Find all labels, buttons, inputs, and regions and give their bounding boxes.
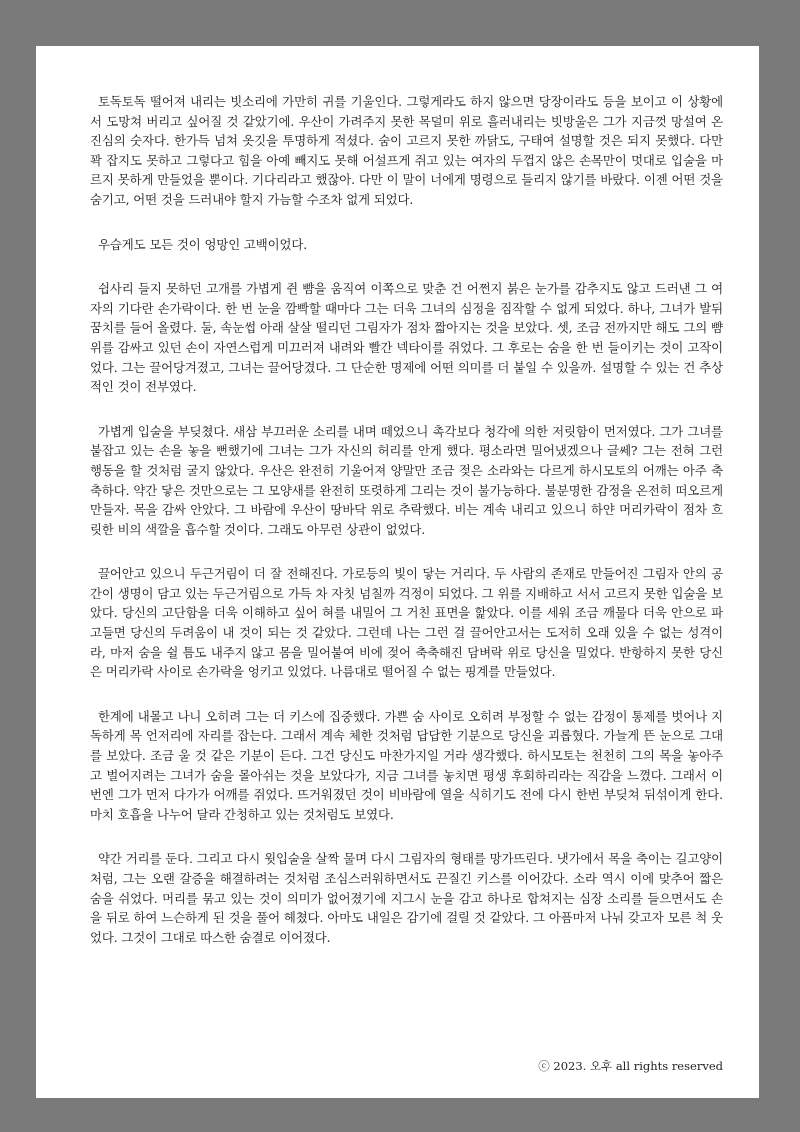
- paragraph: 토독토독 떨어져 내리는 빗소리에 가만히 귀를 기울인다. 그렇게라도 하지 않으면 당장이라도 등을 보이고 이 상황에서 도망쳐 버리고 싶어질 것 같았기에. 우산이 가려주지 못한 목덜미 위로 흘러내리는 빗방울은 그가 지금껏 망설여 온 진심의 숫자다. 한가득 넘쳐 옷깃을 투명하게 적셨다. 숨이 고르지 못한 까닭도, 구태여 설명할 것은 되지 못했다. 다만 꽉 잡지도 못하고 그렇다고 힘을 아예 빼지도 못해 어설프게 쥐고 있는 여자의 두껍지 않은 손목만이 멋대로 입술을 마르지 못하게 만들었을 뿐이다. 기다리라고 했잖아. 다만 이 말이 너에게 명령으로 들리지 않기를 바랐다. 이젠 어떤 것을 숨기고, 어떤 것을 드러내야 할지 가늠할 수조차 없게 되었다.: [90, 94, 723, 207]
- paragraph: 끌어안고 있으니 두근거림이 더 잘 전해진다. 가로등의 빛이 닿는 거리다. 두 사람의 존재로 만들어진 그림자 안의 공간이 생명이 담고 있는 두근거림으로 가득 차 자칫 넘칠까 걱정이 되었다. 그 위를 지배하고 서서 고르지 못한 입술을 보았다. 당신의 고단함을 더욱 이해하고 싶어 혀를 내밀어 그 거친 표면을 핥았다. 이를 세워 조금 깨물다 더욱 안으로 파고들면 당신의 두려움이 내 것이 되는 것 같았다. 그런데 나는 그런 걸 끌어안고서는 도저히 오래 있을 수 없는 성격이라, 마저 숨을 쉴 틈도 내주지 않고 몸을 밀어붙여 비에 젖어 축축해진 담벼락 위로 당신을 밀었다. 반항하지 못한 당신은 머리카락 사이로 손가락을 엉키고 있었다. 나름대로 떨어질 수 없는 핑계를 만들었다.: [90, 566, 723, 680]
- paragraph: 쉽사리 들지 못하던 고개를 가볍게 쥔 뺨을 움직여 이쪽으로 맞춘 건 어쩐지 붉은 눈가를 감추지도 않고 드러낸 그 여자의 기다란 손가락이다. 한 번 눈을 깜빡할 때마다 그는 더욱 그녀의 심정을 짐작할 수 없게 되었다. 하나, 그녀가 발뒤꿈치를 들어 올렸다. 둘, 속눈썹 아래 살살 떨리던 그림자가 점차 짧아지는 것을 보았다. 셋, 조금 전까지만 해도 그의 뺨 위를 감싸고 있던 손이 자연스럽게 미끄러져 내려와 빨간 넥타이를 쥐었다. 그 후로는 숨을 한 번 들이키는 것이 고작이었다. 그는 끌어당겨졌고, 그녀는 끌어당겼다. 그 단순한 명제에 어떤 의미를 더 붙일 수 있을까. 설명할 수 있는 건 추상적인 것이 전부였다.: [90, 281, 723, 395]
- document-page: [36, 46, 759, 1098]
- paragraph: 우습게도 모든 것이 엉망인 고백이었다.: [98, 236, 308, 252]
- paragraph: 한계에 내몰고 나니 오히려 그는 더 키스에 집중했다. 가쁜 숨 사이로 오히려 부정할 수 없는 감정이 통제를 벗어나 지독하게 목 언저리에 자리를 잡는다. 그래서 계속 체한 것처럼 답답한 기분으로 당신을 괴롭혔다. 가늘게 뜬 눈으로 그대를 보았다. 조금 울 것 같은 기분이 든다. 그건 당신도 마찬가지일 거라 생각했다. 하시모토는 천천히 그의 목을 놓아주고 벌어지려는 그녀가 숨을 몰아쉬는 것을 보았다가, 지금 그녀를 놓치면 평생 후회하리라는 직감을 느꼈다. 그래서 이번엔 그가 먼저 다가가 어깨를 쥐었다. 뜨거워졌던 것이 비바람에 열을 식히기도 전에 다시 한번 부딪쳐 뒤섞이게 한다. 마치 호흡을 나누어 달라 간청하고 있는 것처럼도 보였다.: [90, 708, 723, 822]
- copyright-footer: ⓒ 2023. 오후 all rights reserved: [538, 1059, 723, 1073]
- paragraph: 가볍게 입술을 부딪쳤다. 새삼 부끄러운 소리를 내며 떼었으니 촉각보다 청각에 의한 저릿함이 먼저였다. 그가 그녀를 붙잡고 있는 손을 놓을 뻔했기에 그녀는 그가 자신의 허리를 안게 했다. 평소라면 밀어냈겠으나 글쎄? 그는 전혀 그런 행동을 할 것처럼 굴지 않았다. 우산은 완전히 기울어져 양말만 조금 젖은 소라와는 다르게 하시모토의 어깨는 아주 축축하다. 약간 닿은 것만으로는 그 모양새를 완전히 또렷하게 그리는 것이 불가능하다. 불분명한 감정을 온전히 떠오르게 만들자. 목을 감싸 안았다. 그 바람에 우산이 땅바닥 위로 추락했다. 비는 계속 내리고 있으니 하얀 머리카락이 점차 흐릿한 비의 색깔을 흡수할 것이다. 그래도 아무런 상관이 없었다.: [90, 423, 723, 537]
- paragraph: 약간 거리를 둔다. 그리고 다시 윗입술을 살짝 물며 다시 그림자의 형태를 망가뜨린다. 냇가에서 목을 축이는 길고양이처럼, 그는 오랜 갈증을 해결하려는 것처럼 조심스러워하면서도 끈질긴 키스를 이어갔다. 소라 역시 이에 맞추어 짧은 숨을 쉬었다. 머리를 묶고 있는 것이 의미가 없어졌기에 지그시 눈을 감고 하나로 합쳐지는 심장 소리를 들으면서도 손을 뒤로 하여 느슨하게 된 것을 풀어 헤쳤다. 아마도 내일은 감기에 걸릴 것 같았다. 그 아픔마저 나눠 갖고자 모른 척 웃었다. 그것이 그대로 따스한 숨결로 이어졌다.: [90, 851, 723, 945]
